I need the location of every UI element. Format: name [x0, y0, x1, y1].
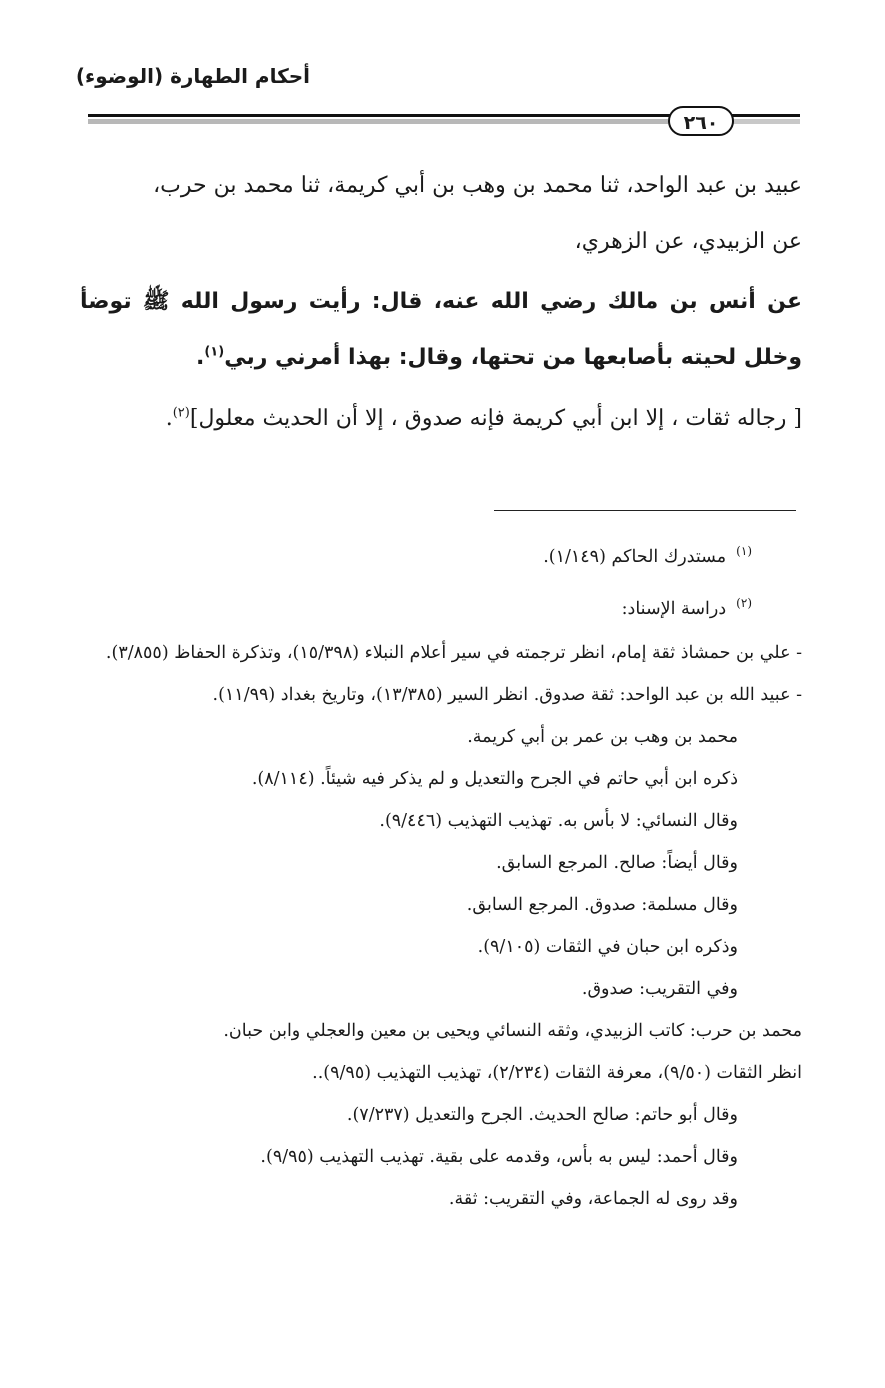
page-number: ٢٦٠: [668, 106, 734, 136]
footnote-line: ذكره ابن أبي حاتم في الجرح والتعديل و لم يذكر فيه شيئاً. (٨/١١٤).: [251, 768, 738, 789]
running-header-title: أحكام الطهارة (الوضوء): [75, 64, 310, 88]
footnote-line: انظر الثقات (٩/٥٠)، معرفة الثقات (٢/٢٣٤)، تهذيب التهذيب (٩/٩٥)..: [312, 1062, 802, 1083]
footnote-line: وقال مسلمة: صدوق. المرجع السابق.: [466, 894, 738, 915]
footnote-2-text: دراسة الإسناد:: [621, 598, 727, 619]
hadith-grade: [80, 390, 802, 448]
hadith-end: .: [195, 345, 205, 370]
footnote-line: - علي بن حمشاذ ثقة إمام، انظر ترجمته في سير أعلام النبلاء (١٥/٣٩٨)، وتذكرة الحفاظ (٣/٨٥٥).: [105, 642, 802, 663]
footnote-line: محمد بن حرب: كاتب الزبيدي، وثقه النسائي ويحيى بن معين والعجلي وابن حبان.: [223, 1020, 802, 1041]
footnote-2: [80, 580, 802, 632]
main-text: [80, 158, 802, 448]
isnad-paragraph: [80, 158, 802, 270]
footnote-line: وقد روى له الجماعة، وفي التقريب: ثقة.: [448, 1188, 738, 1209]
footnote-line: وفي التقريب: صدوق.: [581, 978, 738, 999]
footnote-line: وقال أيضاً: صالح. المرجع السابق.: [496, 852, 738, 873]
footnote-line: - عبيد الله بن عبد الواحد: ثقة صدوق. انظر السير (١٣/٣٨٥)، وتاريخ بغداد (١١/٩٩).: [212, 684, 802, 705]
footnote-ref-2: (٢): [172, 405, 190, 421]
hadith-text: عن أنس بن مالك رضي الله عنه، قال: رأيت رسول الله ﷺ توضأ وخلل لحيته بأصابعها من تحتها، وقال: بهذا أمرني ربي: [80, 289, 802, 370]
footnote-2-number: (٢): [736, 595, 752, 610]
footnote-ref-1: (١): [204, 344, 225, 360]
grade-text: [ رجاله ثقات ، إلا ابن أبي كريمة فإنه صدوق ، إلا أن الحديث معلول]: [189, 406, 802, 431]
footnote-1: [80, 528, 802, 580]
isnad-line-2: عن الزبيدي، عن الزهري،: [574, 229, 802, 254]
footnote-1-number: (١): [736, 544, 752, 558]
footnote-line: وقال أحمد: ليس به بأس، وقدمه على بقية. تهذيب التهذيب (٩/٩٥).: [260, 1146, 738, 1167]
grade-end: .: [165, 406, 173, 431]
footnote-line: محمد بن وهب بن عمر بن أبي كريمة.: [467, 726, 738, 747]
footnotes: [80, 528, 802, 1220]
footnote-line: وذكره ابن حبان في الثقات (٩/١٠٥).: [477, 936, 738, 957]
hadith-matn: [80, 274, 802, 386]
footnote-1-text: مستدرك الحاكم (١/١٤٩).: [543, 546, 727, 567]
footnote-separator: [494, 510, 796, 511]
footnote-line: وقال النسائي: لا بأس به. تهذيب التهذيب (٩/٤٤٦).: [379, 810, 738, 831]
isnad-line-1: عبيد بن عبد الواحد، ثنا محمد بن وهب بن أبي كريمة، ثنا محمد بن حرب،: [153, 173, 802, 198]
footnote-line: وقال أبو حاتم: صالح الحديث. الجرح والتعديل (٧/٢٣٧).: [346, 1104, 738, 1125]
